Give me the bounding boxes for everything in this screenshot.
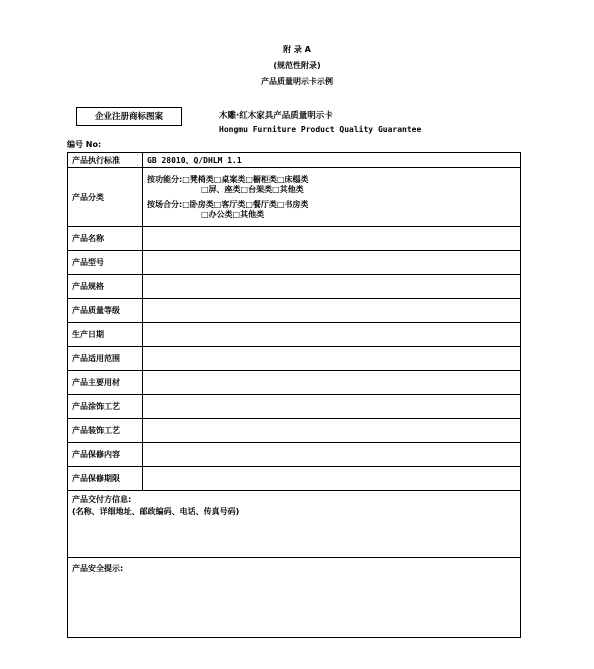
category-options — [143, 168, 521, 227]
table-row — [68, 558, 521, 638]
card-title-en: Hongmu Furniture Product Quality Guarantee — [219, 125, 422, 134]
row-label: 产品适用范围 — [68, 347, 143, 371]
table-row — [68, 227, 521, 251]
table-row — [68, 491, 521, 558]
row-label: 产品主要用材 — [68, 371, 143, 395]
table-row — [68, 371, 521, 395]
row-label: 生产日期 — [68, 323, 143, 347]
safety-tips-cell[interactable] — [68, 558, 521, 638]
standard-label: 产品执行标准 — [68, 153, 143, 168]
table-row — [68, 323, 521, 347]
row-label: 产品涂饰工艺 — [68, 395, 143, 419]
table-row — [68, 251, 521, 275]
category-line-2: □屏、座类□台架类□其他类 — [201, 184, 304, 194]
table-row — [68, 153, 521, 168]
category-line-3: 按场合分:□卧房类□客厅类□餐厅类□书房类 — [147, 199, 309, 209]
table-row — [68, 347, 521, 371]
number-label: 编号 No: — [67, 140, 102, 149]
quality-card-table — [67, 152, 521, 638]
row-value[interactable] — [143, 323, 521, 347]
table-row — [68, 395, 521, 419]
row-value[interactable] — [143, 275, 521, 299]
delivery-label: 产品交付方信息: — [72, 495, 132, 504]
appendix-note: (规范性附录) — [273, 61, 321, 70]
trademark-box: 企业注册商标图案 — [76, 107, 182, 126]
row-label: 产品保修内容 — [68, 443, 143, 467]
appendix-title: 附 录 A — [283, 45, 311, 54]
row-value[interactable] — [143, 299, 521, 323]
appendix-subtitle: 产品质量明示卡示例 — [261, 77, 333, 86]
table-row — [68, 419, 521, 443]
row-label: 产品型号 — [68, 251, 143, 275]
category-line-1: 按功能分:□凳椅类□桌案类□橱柜类□床榻类 — [147, 174, 309, 184]
row-value[interactable] — [143, 395, 521, 419]
table-row — [68, 275, 521, 299]
row-value[interactable] — [143, 371, 521, 395]
delivery-info-cell[interactable] — [68, 491, 521, 558]
category-label: 产品分类 — [68, 168, 143, 227]
standard-value: GB 28010、Q/DHLM 1.1 — [143, 153, 521, 168]
delivery-hint: (名称、详细地址、邮政编码、电话、传真号码) — [72, 507, 240, 516]
table-row — [68, 168, 521, 227]
row-value[interactable] — [143, 467, 521, 491]
row-value[interactable] — [143, 443, 521, 467]
row-value[interactable] — [143, 347, 521, 371]
row-label: 产品质量等级 — [68, 299, 143, 323]
table-row — [68, 467, 521, 491]
row-label: 产品保修期限 — [68, 467, 143, 491]
card-title-cn: 木雕·红木家具产品质量明示卡 — [219, 111, 333, 121]
table-row — [68, 443, 521, 467]
row-value[interactable] — [143, 419, 521, 443]
row-label: 产品规格 — [68, 275, 143, 299]
row-value[interactable] — [143, 227, 521, 251]
row-label: 产品装饰工艺 — [68, 419, 143, 443]
category-line-4: □办公类□其他类 — [201, 209, 265, 219]
safety-label: 产品安全提示: — [72, 564, 124, 573]
row-value[interactable] — [143, 251, 521, 275]
table-row — [68, 299, 521, 323]
row-label: 产品名称 — [68, 227, 143, 251]
